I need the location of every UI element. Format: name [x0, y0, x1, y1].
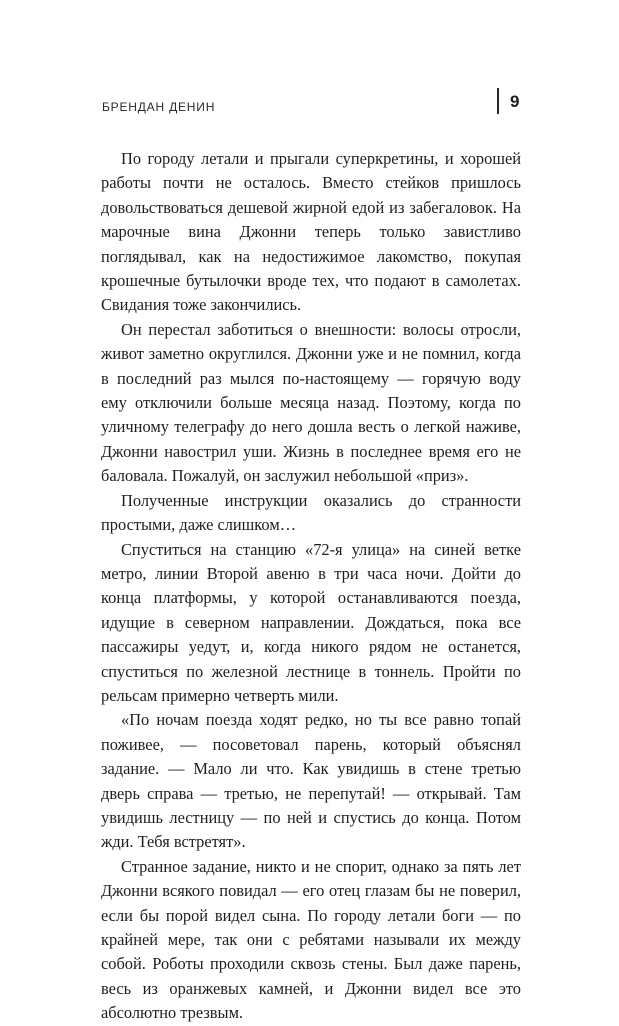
paragraph: «По ночам поезда ходят редко, но ты все равно топай поживее, — посоветовал парень, который объяснял задание. — Мало ли что. Как увидишь в стене третью дверь справа — третью, не перепутай! — открывай. Там увидишь лестницу — по ней и спустись до конца. Потом жди. Тебя встретят».	[101, 710, 521, 852]
body-text	[101, 147, 521, 1026]
paragraph: Полученные инструкции оказались до странности простыми, даже слишком…	[101, 490, 521, 535]
running-head-author: БРЕНДАН ДЕНИН	[102, 100, 216, 114]
page-number: 9	[510, 92, 520, 111]
header-divider	[497, 88, 499, 114]
paragraph: Странное задание, никто и не спорит, однако за пять лет Джонни всякого повидал — его отец глазам бы не поверил, если бы порой видел сына. По городу летали боги — по крайней мере, так они с ребятами называли их между собой. Роботы проходили сквозь стены. Был даже парень, весь из оранжевых камней, и Джонни видел все это абсолютно трезвым.	[101, 856, 521, 1023]
paragraph: По городу летали и прыгали суперкретины, и хорошей работы почти не осталось. Вместо стейков пришлось довольствоваться дешевой жирной едой из забегаловок. На марочные вина Джонни теперь только завистливо поглядывал, как на недостижимое лакомство, покупая крошечные бутылочки вроде тех, что подают в самолетах. Свидания тоже закончились.	[101, 149, 521, 315]
paragraph: Он перестал заботиться о внешности: волосы отросли, живот заметно округлился. Джонни уже и не помнил, когда в последний раз мылся по-настоящему — горячую воду ему отключили больше месяца назад. Поэтому, когда по уличному телеграфу до него дошла весть о легкой наживе, Джонни навострил уши. Жизнь в последнее время его не баловала. Пожалуй, он заслужил небольшой «приз».	[101, 319, 521, 486]
paragraph: Спуститься на станцию «72-я улица» на синей ветке метро, линии Второй авеню в три часа ночи. Дойти до конца платформы, у которой останавливаются поезда, идущие в северном направлении. Дождаться, пока все пассажиры уедут, и, когда никого рядом не останется, спуститься по железной лестнице в тоннель. Пройти по рельсам примерно четверть мили.	[101, 539, 521, 705]
